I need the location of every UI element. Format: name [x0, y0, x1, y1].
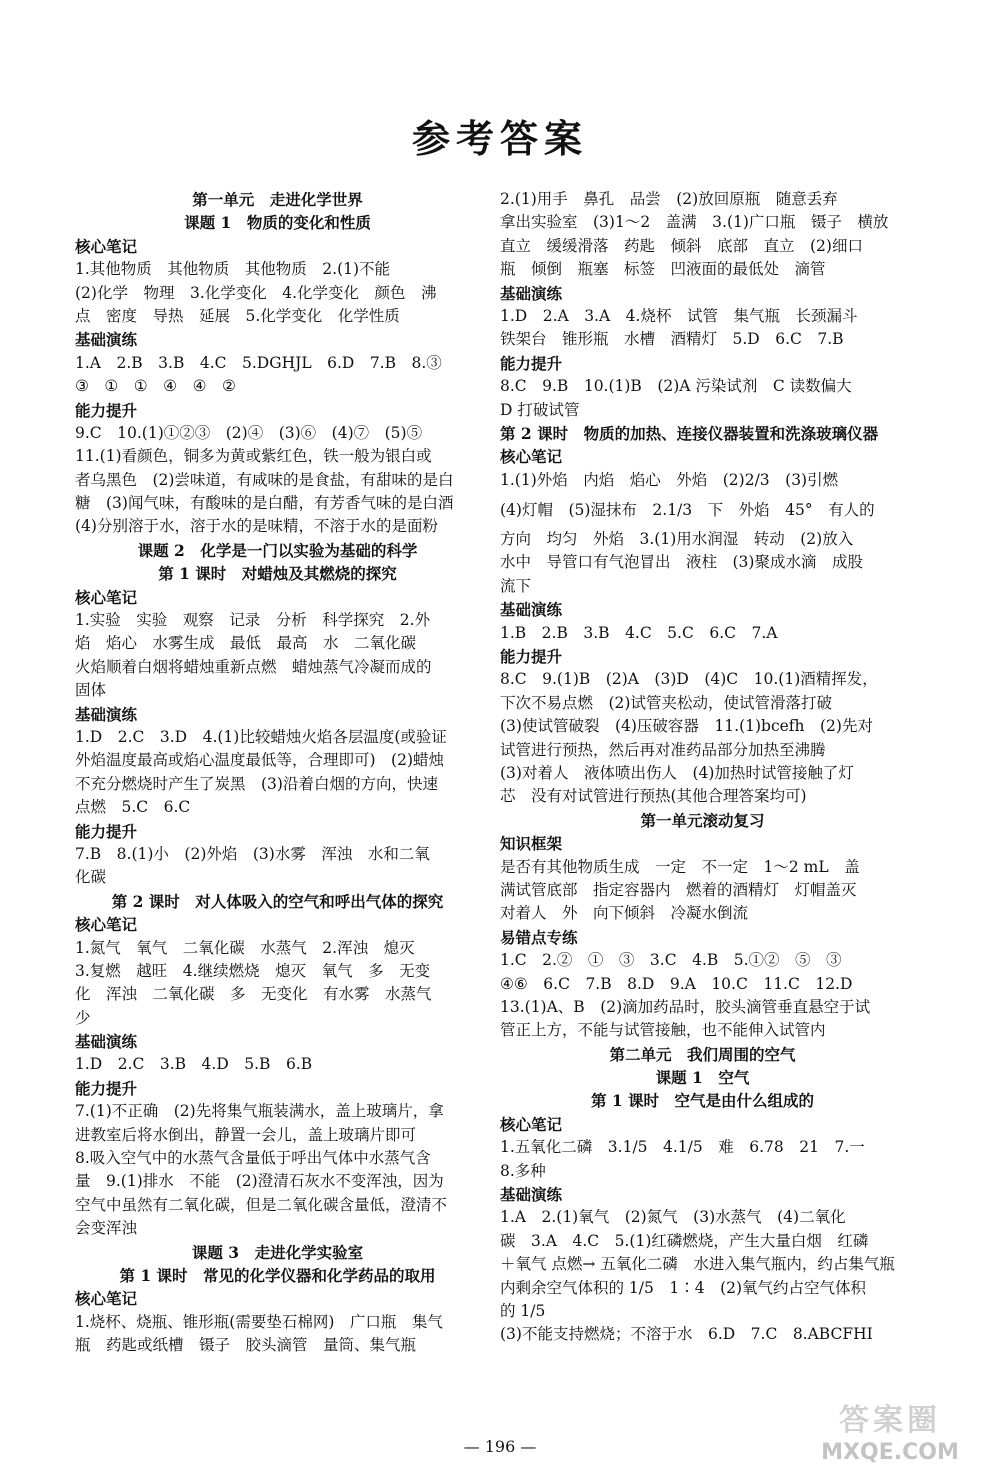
page-number: — 196 — [463, 1437, 537, 1456]
subsection-label: 核心笔记 [75, 1289, 138, 1309]
answer-line: 内剩余空气体积的 1/5 1∶4 (2)氧气约占空气体积 [500, 1278, 867, 1297]
section-heading: 课题 2 化学是一门以实验为基础的科学 [137, 540, 418, 560]
answer-line: 1.D 2.C 3.B 4.D 5.B 6.B [75, 1055, 313, 1074]
subsection-label: 第 2 课时 物质的加热、连接仪器装置和洗涤玻璃仪器 [500, 423, 879, 443]
answer-line: ＋氧气 点燃→ 五氧化二磷 水进入集气瓶内，约占集气瓶 [500, 1255, 895, 1274]
answer-line: 量 9.(1)排水 不能 (2)澄清石灰水不变浑浊，因为 [75, 1172, 444, 1191]
answer-line: 是否有其他物质生成 一定 不一定 1～2 mL 盖 [500, 857, 860, 876]
answer-line: (4)分别溶于水，溶于水的是味精，不溶于水的是面粉 [75, 517, 438, 536]
answer-line: 碳 3.A 4.C 5.(1)红磷燃烧，产生大量白烟 红磷 [500, 1231, 869, 1250]
answer-line: (2)化学 物理 3.化学变化 4.化学变化 颜色 沸 [75, 283, 437, 302]
subsection-label: 核心笔记 [75, 915, 138, 935]
subsection-label: 知识框架 [500, 834, 563, 854]
answer-line: 1.其他物质 其他物质 其他物质 2.(1)不能 [75, 260, 391, 279]
answer-line: 点燃 5.C 6.C [75, 798, 191, 817]
right-column [500, 188, 905, 1347]
answer-line: 1.五氧化二磷 3.1/5 4.1/5 难 6.78 21 7.一 [500, 1138, 865, 1157]
answer-line: (3)不能支持燃烧；不溶于水 6.D 7.C 8.ABCFHI [500, 1325, 873, 1344]
answer-line: 试管进行预热，然后再对准药品部分加热至沸腾 [500, 740, 826, 759]
subsection-label: 核心笔记 [500, 1114, 563, 1134]
subsection-label: 核心笔记 [75, 236, 138, 256]
answer-line: 外焰温度最高或焰心温度最低等，合理即可) (2)蜡烛 [75, 751, 445, 770]
answer-line: 9.C 10.(1)①②③ (2)④ (3)⑥ (4)⑦ (5)⑤ [75, 423, 423, 442]
answer-line: 空气中虽然有二氧化碳，但是二氧化碳含量低，澄清不 [75, 1195, 448, 1214]
answer-line: 1.烧杯、烧瓶、锥形瓶(需要垫石棉网) 广口瓶 集气 [75, 1312, 443, 1331]
section-heading: 第一单元滚动复习 [640, 810, 765, 830]
answer-line: (4)灯帽 (5)湿抹布 2.1/3 下 外焰 45° 有人的 [500, 501, 875, 520]
subsection-label: 能力提升 [75, 400, 138, 420]
answer-line: 铁架台 锥形瓶 水槽 酒精灯 5.D 6.C 7.B [500, 330, 844, 349]
section-heading: 第 1 课时 对蜡烛及其燃烧的探究 [158, 564, 397, 584]
answer-line: 直立 缓缓滑落 药匙 倾斜 底部 直立 (2)细口 [500, 236, 863, 255]
answer-line: 2.(1)用手 鼻孔 品尝 (2)放回原瓶 随意丢弃 [500, 190, 838, 208]
watermark-logo-text: 答案圈 [839, 1403, 941, 1438]
answer-line: 流下 [500, 576, 532, 595]
answer-line: 不充分燃烧时产生了炭黑 (3)沿着白烟的方向，快速 [75, 774, 438, 793]
answer-line: 化碳 [75, 868, 107, 887]
answer-line: 满试管底部 指定容器内 燃着的酒精灯 灯帽盖灭 [500, 880, 857, 899]
answer-line: 1.C 2.② ① ③ 3.C 4.B 5.①② ⑤ ③ [500, 951, 842, 970]
subsection-label: 能力提升 [500, 353, 563, 373]
answer-line: ③ ① ① ④ ④ ② [75, 377, 236, 396]
answer-line: 的 1/5 [500, 1301, 546, 1320]
section-heading: 第 1 课时 常见的化学仪器和化学药品的取用 [119, 1265, 436, 1285]
section-heading: 第一单元 走进化学世界 [192, 190, 363, 209]
answer-line: 少 [75, 1008, 91, 1027]
subsection-label: 基础演练 [500, 600, 563, 620]
answer-line: 火焰顺着白烟将蜡烛重新点燃 蜡烛蒸气冷凝而成的 [75, 657, 432, 676]
section-heading: 第 2 课时 对人体吸入的空气和呼出气体的探究 [111, 891, 444, 911]
section-heading: 第 1 课时 空气是由什么组成的 [590, 1091, 815, 1111]
answer-line: 1.A 2.B 3.B 4.C 5.DGHJL 6.D 7.B 8.③ [75, 353, 442, 372]
section-heading: 课题 3 走进化学实验室 [191, 1242, 364, 1262]
answer-line: 13.(1)A、B (2)滴加药品时，胶头滴管垂直悬空于试 [500, 997, 871, 1016]
subsection-label: 核心笔记 [75, 587, 138, 607]
answer-line: 1.氮气 氧气 二氧化碳 水蒸气 2.浑浊 熄灭 [75, 938, 415, 957]
answer-line: 瓶 倾倒 瓶塞 标签 凹液面的最低处 滴管 [500, 260, 826, 279]
answer-line: 水中 导管口有气泡冒出 液柱 (3)聚成水滴 成股 [500, 553, 863, 572]
answer-line: 进教室后将水倒出，静置一会儿，盖上玻璃片即可 [75, 1125, 417, 1144]
answer-line: 化 浑浊 二氧化碳 多 无变化 有水雾 水蒸气 [75, 985, 432, 1004]
section-heading: 课题 1 空气 [655, 1068, 750, 1088]
left-column [75, 188, 480, 1358]
answer-line: 8.C 9.B 10.(1)B (2)A 污染试剂 C 读数偏大 [500, 377, 852, 396]
answer-line: 1.B 2.B 3.B 4.C 5.C 6.C 7.A [500, 623, 778, 642]
answer-line: 拿出实验室 (3)1～2 盖满 3.(1)广口瓶 镊子 横放 [500, 213, 889, 232]
answer-line: 管正上方，不能与试管接触，也不能伸入试管内 [500, 1021, 826, 1040]
subsection-label: 基础演练 [500, 1185, 563, 1205]
answer-line: 下次不易点燃 (2)试管夹松动，使试管滑落打破 [500, 693, 832, 712]
answer-line: 1.A 2.(1)氧气 (2)氮气 (3)水蒸气 (4)二氧化 [500, 1208, 846, 1227]
answer-line: 瓶 药匙或纸槽 镊子 胶头滴管 量筒、集气瓶 [75, 1336, 417, 1355]
section-heading: 第二单元 我们周围的空气 [609, 1044, 796, 1064]
watermark-logo [790, 1395, 990, 1465]
answer-line: 8.吸入空气中的水蒸气含量低于呼出气体中水蒸气含 [75, 1149, 431, 1168]
subsection-label: 能力提升 [75, 821, 138, 841]
answer-line: 焰 焰心 水雾生成 最低 最高 水 二氧化碳 [75, 634, 417, 653]
section-heading: 课题 1 物质的变化和性质 [184, 213, 371, 233]
answer-line: 方向 均匀 外焰 3.(1)用水润湿 转动 (2)放入 [500, 530, 854, 549]
subsection-label: 基础演练 [75, 1032, 138, 1052]
answer-line: 7.(1)不正确 (2)先将集气瓶装满水，盖上玻璃片，拿 [75, 1102, 444, 1121]
answer-line: 点 密度 导热 延展 5.化学变化 化学性质 [75, 306, 400, 325]
page-title: 参考答案 [411, 116, 588, 161]
answer-line: 8.C 9.(1)B (2)A (3)D (4)C 10.(1)酒精挥发， [500, 670, 878, 689]
answer-line: (3)对着人 液体喷出伤人 (4)加热时试管接触了灯 [500, 763, 854, 782]
answer-line: 者乌黑色 (2)尝味道，有咸味的是食盐，有甜味的是白 [75, 470, 454, 489]
subsection-label: 能力提升 [500, 647, 563, 667]
subsection-label: 能力提升 [75, 1078, 138, 1098]
answer-line: 对着人 外 向下倾斜 冷凝水倒流 [500, 904, 749, 923]
answer-line: 3.复燃 越旺 4.继续燃烧 熄灭 氧气 多 无变 [75, 961, 431, 980]
answer-line: 1.实验 实验 观察 记录 分析 科学探究 2.外 [75, 611, 431, 630]
answer-line: 8.多种 [500, 1161, 546, 1180]
answer-line: ④⑥ 6.C 7.B 8.D 9.A 10.C 11.C 12.D [500, 974, 853, 993]
watermark-site: MXQE.COM [821, 1440, 959, 1465]
answer-line: 11.(1)看颜色，铜多为黄或紫红色，铁一般为银白或 [75, 447, 432, 466]
answer-line: (3)使试管破裂 (4)压破容器 11.(1)bcefh (2)先对 [500, 717, 873, 736]
answer-line: D 打破试管 [500, 400, 580, 419]
answer-line: 1.D 2.A 3.A 4.烧杯 试管 集气瓶 长颈漏斗 [500, 306, 858, 325]
answer-line: 芯 没有对试管进行预热(其他合理答案均可) [500, 787, 807, 806]
answer-line: 1.(1)外焰 内焰 焰心 外焰 (2)2/3 (3)引燃 [500, 470, 839, 489]
answer-line: 会变浑浊 [75, 1219, 138, 1238]
answer-line: 糖 (3)闻气味，有酸味的是白醋，有芳香气味的是白酒 [75, 494, 454, 513]
subsection-label: 基础演练 [75, 330, 138, 350]
answer-line: 7.B 8.(1)小 (2)外焰 (3)水雾 浑浊 水和二氧 [75, 844, 430, 863]
subsection-label: 易错点专练 [500, 927, 578, 947]
subsection-label: 核心笔记 [500, 447, 563, 467]
subsection-label: 基础演练 [75, 704, 138, 724]
subsection-label: 基础演练 [500, 283, 563, 303]
answer-line: 固体 [75, 681, 107, 700]
answer-line: 1.D 2.C 3.D 4.(1)比较蜡烛火焰各层温度(或验证 [75, 727, 447, 746]
